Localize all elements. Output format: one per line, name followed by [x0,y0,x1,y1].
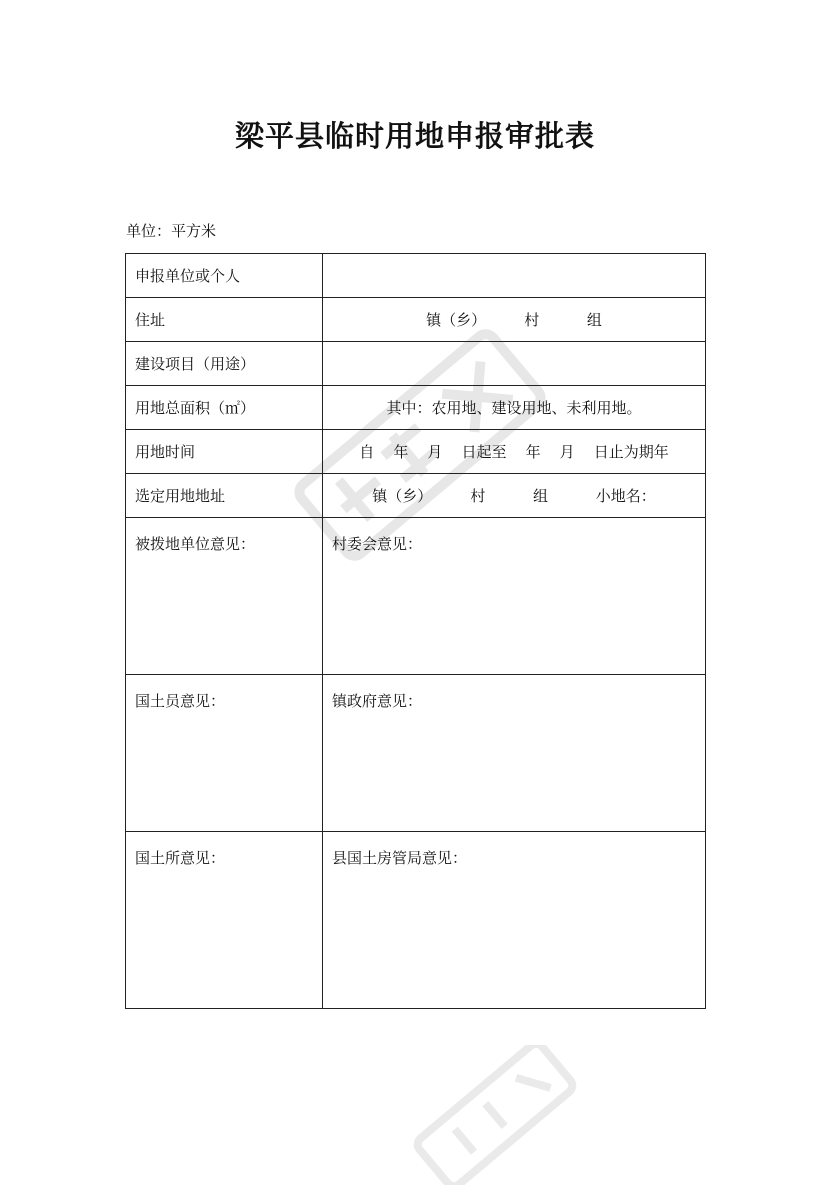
row-opinions-3 [126,832,706,1009]
opinion-town-government[interactable]: 镇政府意见： [323,675,706,832]
project-label: 建设项目（用途） [126,342,323,386]
address-field[interactable] [323,298,706,342]
site-field[interactable] [323,474,706,518]
opinion-village-committee[interactable]: 村委会意见： [323,518,706,675]
applicant-label: 申报单位或个人 [126,254,323,298]
opinion-county-land-bureau[interactable]: 县国土房管局意见： [323,832,706,1009]
project-field[interactable] [323,342,706,386]
watermark-bottom [395,1045,595,1185]
time-label: 用地时间 [126,430,323,474]
row-project [126,342,706,386]
unit-label: 单位：平方米 [126,222,217,240]
row-time [126,430,706,474]
area-value: 其中：农用地、建设用地、未利用地。 [386,399,642,417]
opinion-land-office[interactable]: 国土所意见： [126,832,323,1009]
row-area [126,386,706,430]
address-label: 住址 [126,298,323,342]
opinion-land-officer[interactable]: 国土员意见： [126,675,323,832]
site-value: 镇（乡） 村 组 小地名： [372,487,656,505]
opinion-allocated-unit[interactable]: 被拨地单位意见： [126,518,323,675]
row-site [126,474,706,518]
address-value: 镇（乡） 村 组 [426,311,602,329]
row-opinions-1 [126,518,706,675]
area-label: 用地总面积（㎡） [126,386,323,430]
site-label: 选定用地地址 [126,474,323,518]
page-title: 梁平县临时用地申报审批表 [234,119,595,153]
time-value: 自 年 月 日起至 年 月 日止为期年 [359,443,669,461]
time-field[interactable] [323,430,706,474]
row-applicant [126,254,706,298]
row-address [126,298,706,342]
row-opinions-2 [126,675,706,832]
area-field[interactable] [323,386,706,430]
approval-form-table [125,253,706,1009]
applicant-field[interactable] [323,254,706,298]
